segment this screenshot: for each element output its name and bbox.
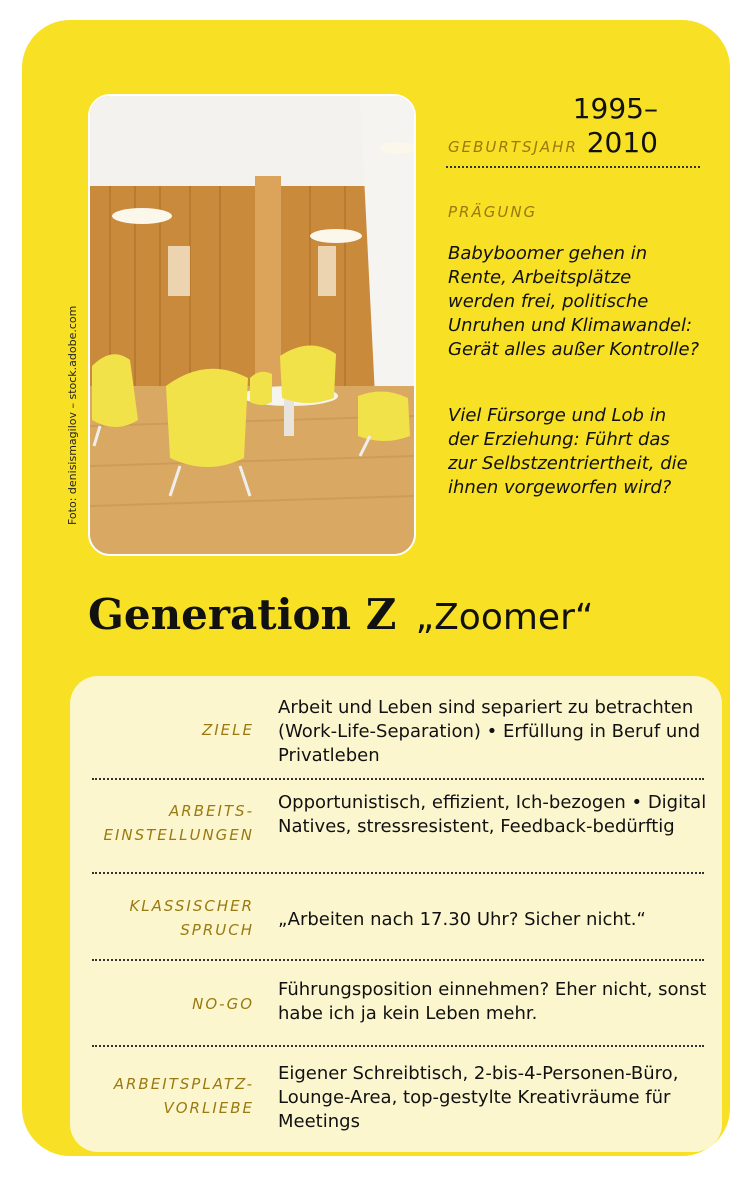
generation-nickname: „Zoomer“ <box>415 597 594 638</box>
row-label-line-2: VORLIEBE <box>163 1099 254 1117</box>
row-label: ZIELE <box>201 721 254 739</box>
photo-credit: Foto: denisismagilov – stock.adobe.com <box>66 305 79 525</box>
divider <box>446 166 700 168</box>
birth-year-value <box>573 92 658 160</box>
row-label <box>114 1072 254 1120</box>
divider <box>92 1045 704 1047</box>
office-lounge-photo <box>88 94 416 556</box>
row-label <box>103 799 254 847</box>
row-label <box>129 894 254 942</box>
row-label-line-1: KLASSISCHER <box>129 897 254 915</box>
divider <box>92 959 704 961</box>
trading-card <box>22 20 730 1156</box>
attributes-panel <box>70 676 722 1152</box>
birth-year-end: 2010 <box>586 126 658 159</box>
praegung-text-2: Viel Fürsorge und Lob in der Erziehung: Führt das zur Selbstzentriertheit, die ihnen vorgeworfen wird? <box>448 405 688 498</box>
card-title <box>88 590 594 639</box>
divider <box>92 778 704 780</box>
generation-name: Generation Z <box>88 590 397 639</box>
row-label-line-2: SPRUCH <box>180 921 254 939</box>
row-value: Führungsposition einnehmen? Eher nicht, sonst habe ich ja kein Leben mehr. <box>278 979 707 1024</box>
praegung-text-1: Babyboomer gehen in Rente, Arbeitsplätze werden frei, politische Unruhen und Klimawandel: Gerät alles außer Kontrolle? <box>448 243 700 360</box>
row-label: NO-GO <box>192 995 254 1013</box>
office-illustration <box>90 96 414 554</box>
row-value: Eigener Schreibtisch, 2-bis-4-Personen-Büro, Lounge-Area, top-gestylte Kreativräume für Meetings <box>278 1063 679 1132</box>
row-value: Arbeit und Leben sind separiert zu betrachten (Work-Life-Separation) • Erfüllung in Beruf und Privatleben <box>278 697 701 766</box>
row-value: Opportunistisch, effizient, Ich-bezogen • Digital Natives, stressresistent, Feedback-bedürftig <box>278 792 707 837</box>
row-value: „Arbeiten nach 17.30 Uhr? Sicher nicht.“ <box>278 909 646 930</box>
birth-year-label: GEBURTSJAHR <box>448 138 578 156</box>
row-label-line-2: EINSTELLUNGEN <box>103 826 254 844</box>
praegung-label: PRÄGUNG <box>448 203 538 221</box>
row-label-line-1: ARBEITSPLATZ- <box>113 1075 254 1093</box>
birth-year-start: 1995– <box>572 92 658 125</box>
row-label-line-1: ARBEITS- <box>169 802 254 820</box>
divider <box>92 872 704 874</box>
